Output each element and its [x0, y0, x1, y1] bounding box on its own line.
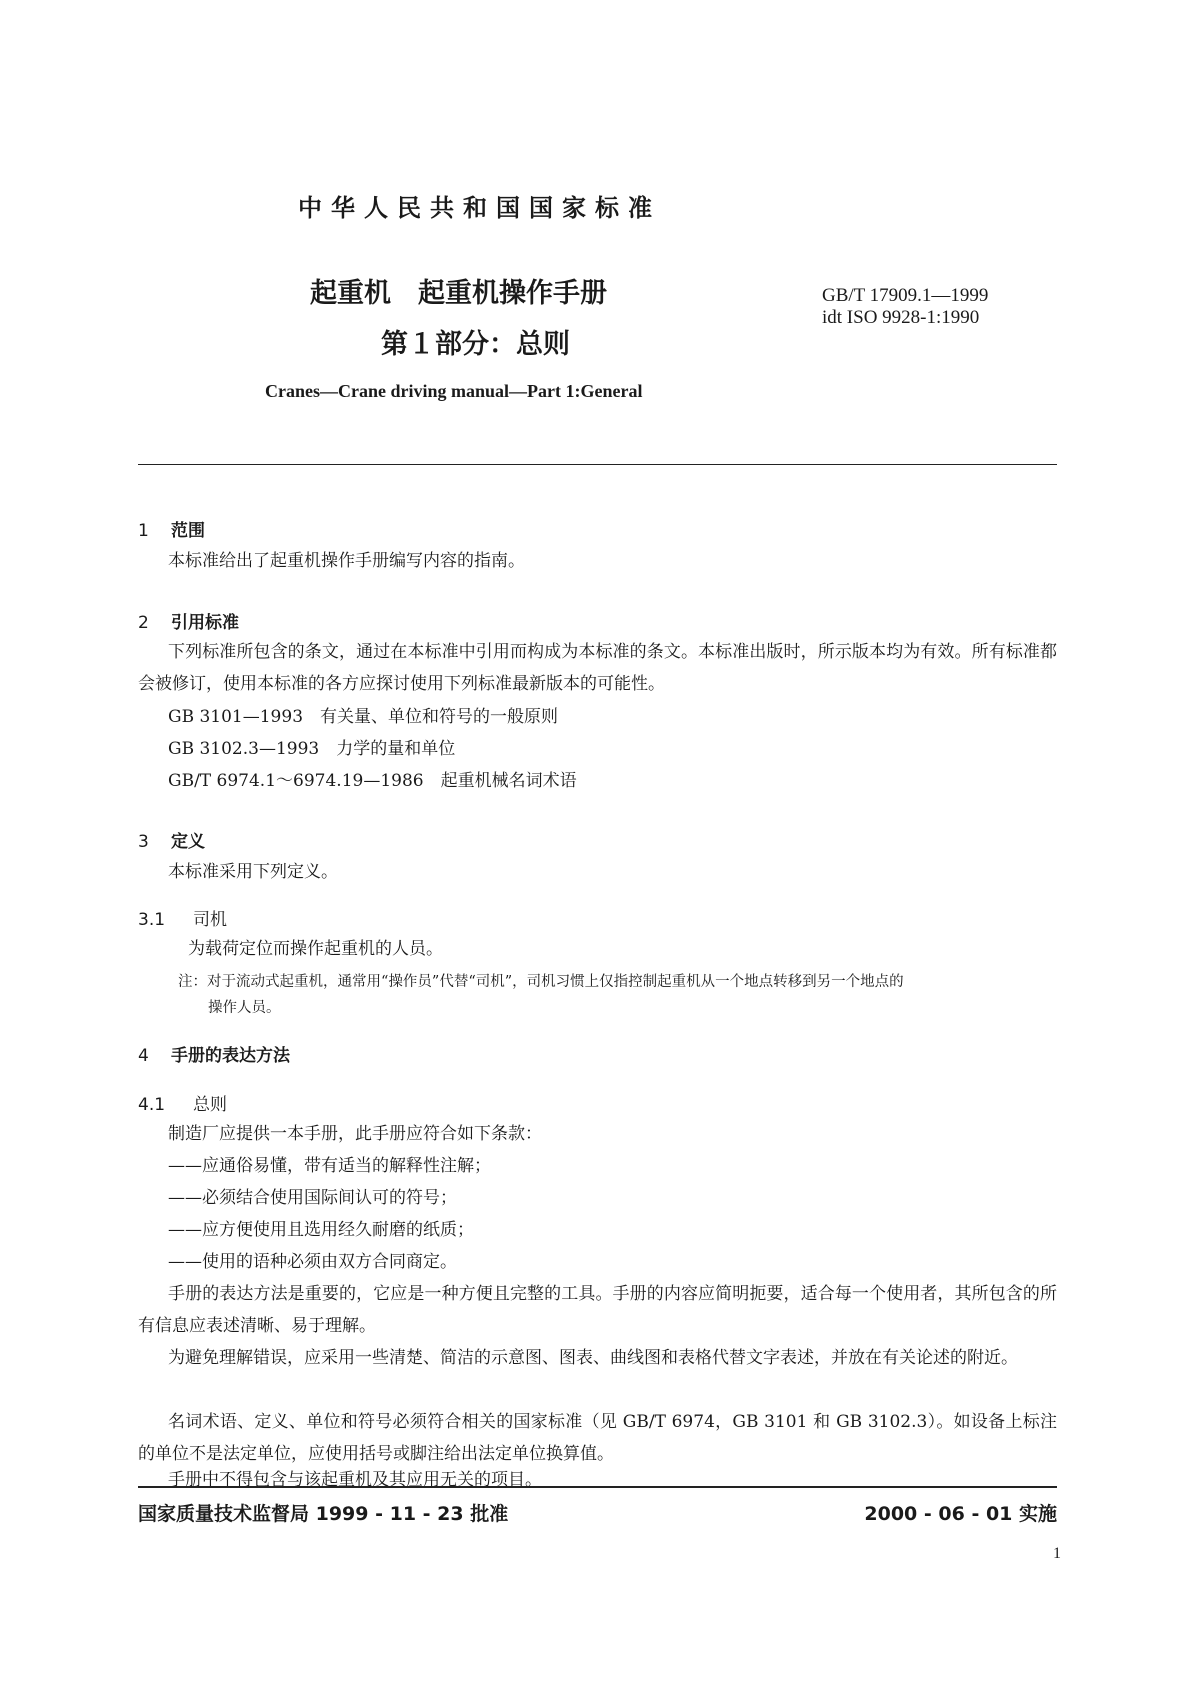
paragraph: 名词术语、定义、单位和符号必须符合相关的国家标准（见 GB/T 6974，GB 3101 和 GB 3102.3）。如设备上标注的单位不是法定单位，应使用括号或脚注给出法定单位换算值。 — [138, 1412, 1057, 1464]
english-title: Cranes—Crane driving manual—Part 1:General — [265, 381, 643, 401]
subsection-title: 总则 — [193, 1095, 227, 1115]
paragraph: 为避免理解错误，应采用一些清楚、简洁的示意图、图表、曲线图和表格代替文字表述，并放在有关论述的附近。 — [168, 1348, 1018, 1368]
list-item: ——使用的语种必须由双方合同商定。 — [168, 1252, 457, 1272]
section-title: 范围 — [171, 521, 205, 541]
reference-item: GB/T 6974.1～6974.19—1986 起重机械名词术语 — [168, 771, 577, 791]
national-standard-heading: 中华人民共和国国家标准 — [298, 194, 661, 222]
header-divider — [138, 464, 1057, 465]
paragraph: 手册的表达方法是重要的，它应是一种方便且完整的工具。手册的内容应简明扼要，适合每一个使用者，其所包含的所有信息应表述清晰、易于理解。 — [138, 1284, 1057, 1336]
standard-number: GB/T 17909.1—1999 — [822, 285, 989, 306]
section-3-heading — [138, 827, 205, 852]
definition-text: 为载荷定位而操作起重机的人员。 — [188, 939, 443, 959]
subsection-title: 司机 — [193, 910, 227, 930]
clause-intro: 制造厂应提供一本手册，此手册应符合如下条款： — [168, 1124, 542, 1144]
section-2-heading — [138, 608, 239, 633]
identical-standard: idt ISO 9928-1:1990 — [822, 307, 980, 328]
subsection-4-1-heading — [138, 1090, 227, 1115]
section-4-heading — [138, 1041, 290, 1066]
approval-statement: 国家质量技术监督局 1999 - 11 - 23 批准 — [138, 1503, 509, 1525]
reference-item: GB 3101—1993 有关量、单位和符号的一般原则 — [168, 707, 559, 727]
section-title: 定义 — [171, 832, 205, 852]
effective-date: 2000 - 06 - 01 实施 — [864, 1503, 1057, 1525]
section-number: 4 — [138, 1046, 149, 1066]
subsection-number: 4.1 — [138, 1095, 166, 1115]
definition-note-continued: 操作人员。 — [208, 1000, 281, 1016]
section-number: 1 — [138, 521, 149, 541]
section-title: 引用标准 — [171, 613, 239, 633]
section-title: 手册的表达方法 — [171, 1046, 290, 1066]
footer-divider — [138, 1486, 1057, 1488]
list-item: ——应方便使用且选用经久耐磨的纸质； — [168, 1220, 474, 1240]
section-number: 3 — [138, 832, 149, 852]
reference-item: GB 3102.3—1993 力学的量和单位 — [168, 739, 456, 759]
document-title-line1: 起重机 起重机操作手册 — [310, 278, 607, 309]
section-1-body: 本标准给出了起重机操作手册编写内容的指南。 — [168, 551, 525, 571]
section-number: 2 — [138, 613, 149, 633]
section-3-body: 本标准采用下列定义。 — [168, 862, 338, 882]
paragraph: 手册中不得包含与该起重机及其应用无关的项目。 — [168, 1470, 542, 1490]
list-item: ——必须结合使用国际间认可的符号； — [168, 1188, 457, 1208]
section-2-body: 下列标准所包含的条文，通过在本标准中引用而构成为本标准的条文。本标准出版时，所示版本均为有效。所有标准都会被修订，使用本标准的各方应探讨使用下列标准最新版本的可能性。 — [138, 642, 1057, 694]
page-number: 1 — [1053, 1545, 1061, 1562]
list-item: ——应通俗易懂，带有适当的解释性注解； — [168, 1156, 491, 1176]
subsection-number: 3.1 — [138, 910, 166, 930]
section-1-heading — [138, 516, 205, 541]
definition-note: 注：对于流动式起重机，通常用“操作员”代替“司机”，司机习惯上仅指控制起重机从一个地点转移到另一个地点的 — [178, 974, 904, 990]
document-title-line2: 第１部分：总则 — [381, 329, 570, 360]
subsection-3-1-heading — [138, 905, 227, 930]
